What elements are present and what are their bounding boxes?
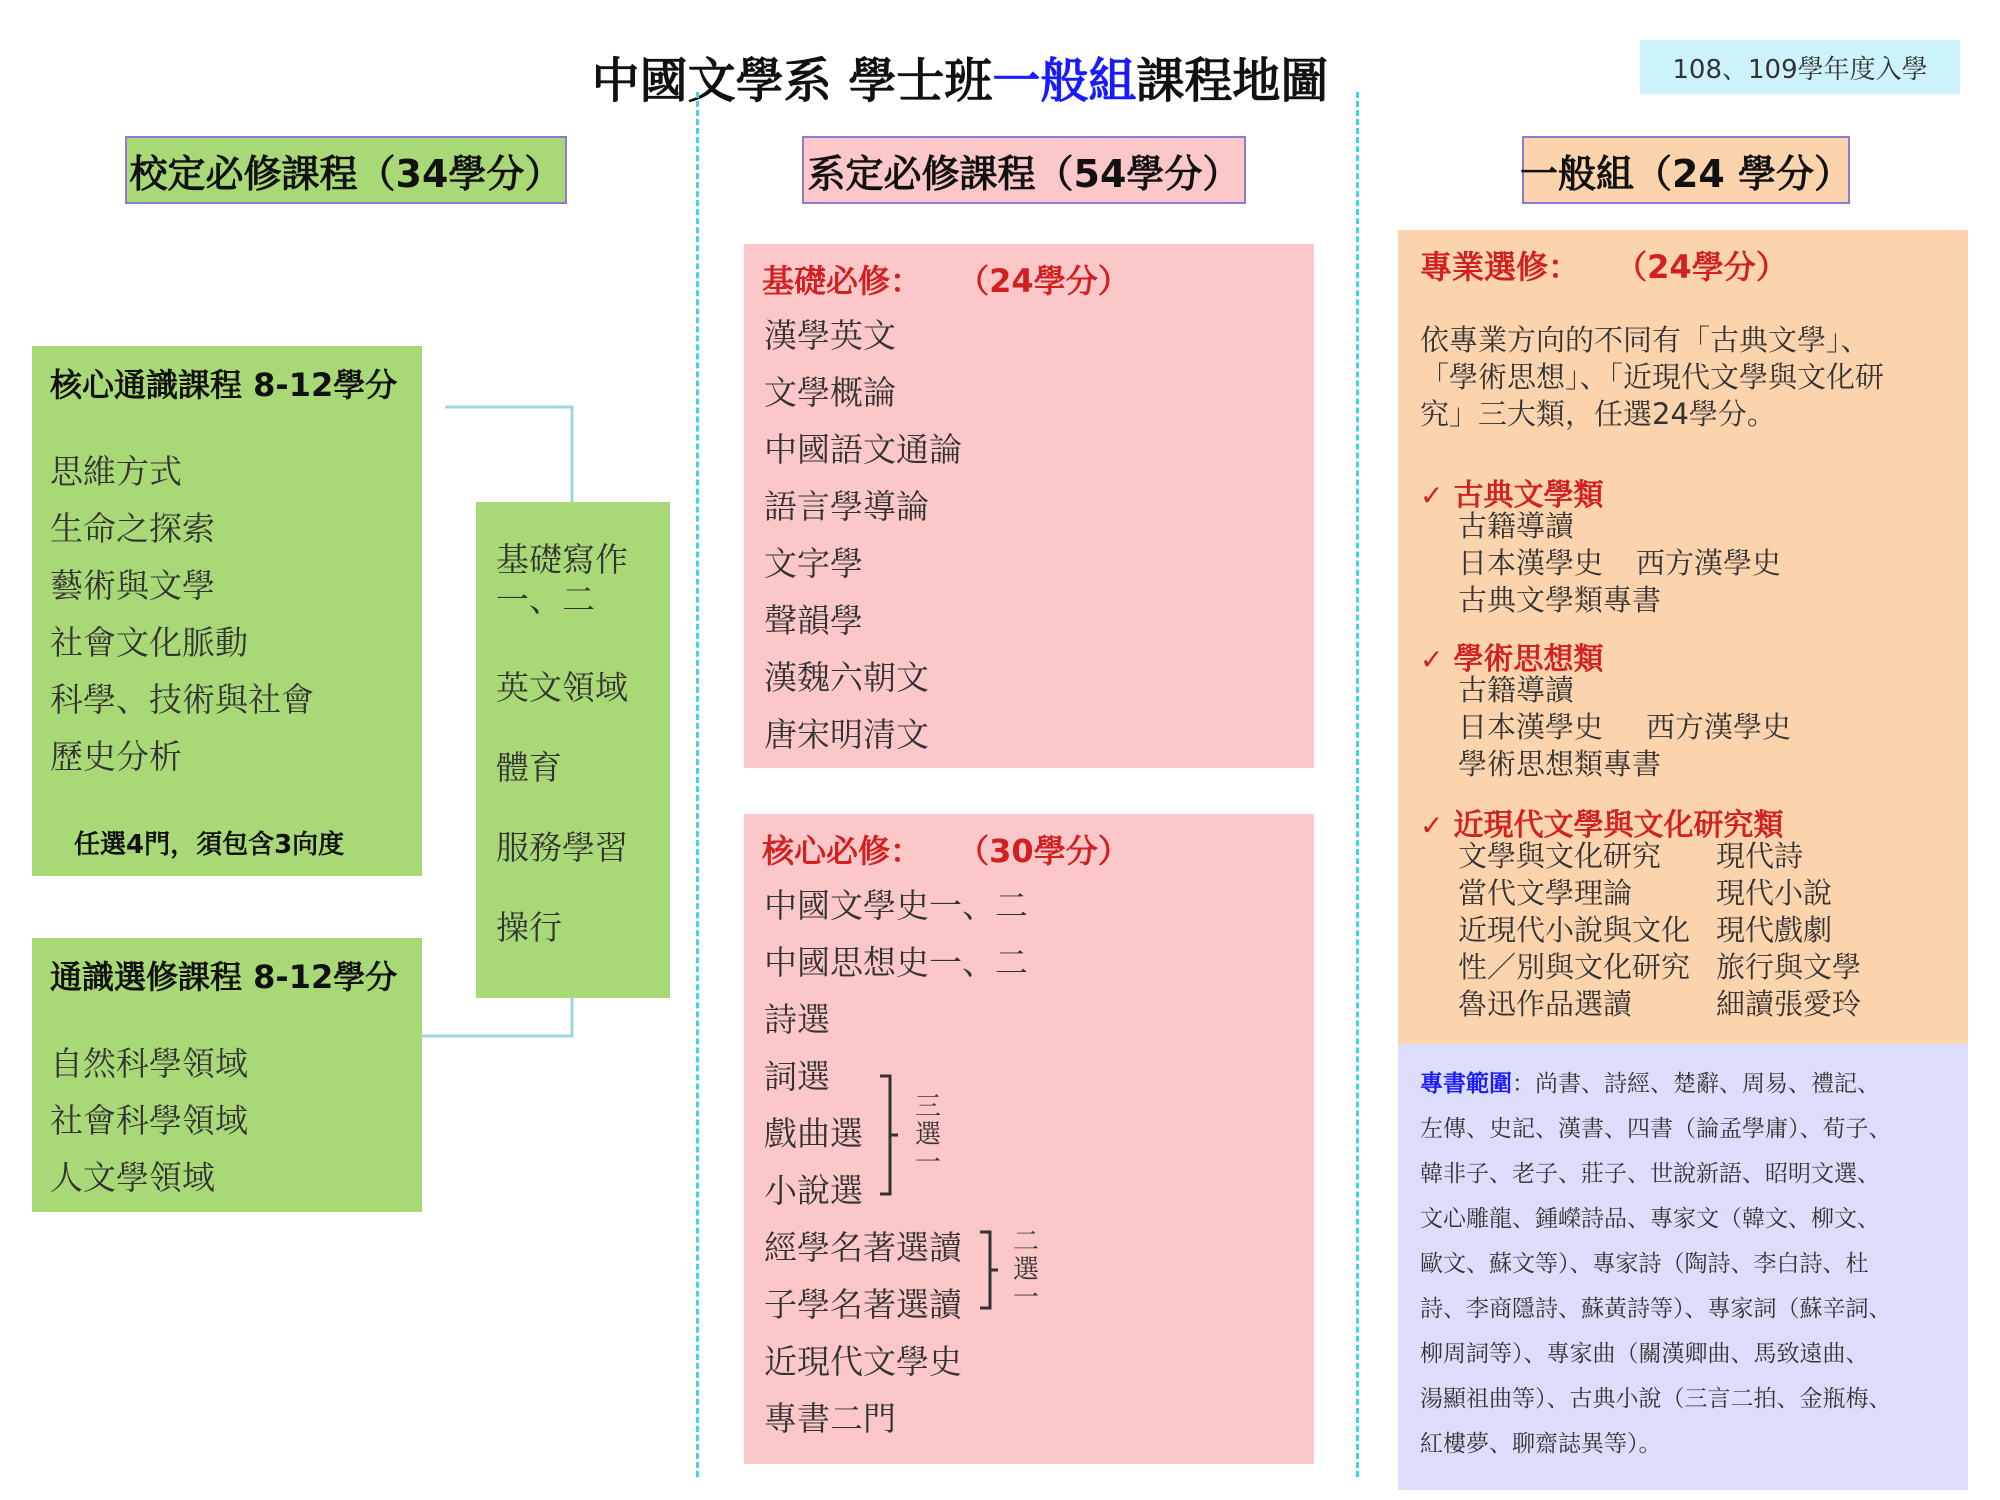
category-row xyxy=(1458,508,1781,545)
category-modern xyxy=(1420,800,1861,1023)
basic-required-title xyxy=(762,256,1130,302)
course-item: 魯迅作品選讀 xyxy=(1458,987,1633,1021)
header-general-group: 一般組（24 學分） xyxy=(1522,136,1850,204)
category-row xyxy=(1458,912,1861,949)
bracket-choose-three xyxy=(880,1076,898,1194)
list-item: 小說選 xyxy=(764,1171,863,1210)
course-item: 日本漢學史 xyxy=(1458,710,1604,744)
category-rows xyxy=(1420,838,1861,1023)
choose-two-text: 二選一 xyxy=(1012,1227,1039,1313)
check-icon: ✓ xyxy=(1420,643,1444,676)
category-title xyxy=(1420,634,1791,677)
basic-skills-item: 操行 xyxy=(496,908,562,947)
books-line: 文心雕龍、鍾嶸詩品、專家文（韓文、柳文、 xyxy=(1420,1206,1880,1232)
basic-skills-item: 一、二 xyxy=(496,580,595,619)
category-row xyxy=(1458,746,1791,783)
books-label: 專書範圍 xyxy=(1420,1071,1512,1097)
list-item: 唐宋明清文 xyxy=(764,715,929,754)
category-row xyxy=(1458,582,1781,619)
elective-gen-box xyxy=(32,938,422,1212)
professional-desc xyxy=(1420,322,1884,433)
title-part2: 課程地圖 xyxy=(1136,53,1329,109)
category-rows xyxy=(1420,672,1791,783)
course-item: 當代文學理論 xyxy=(1458,876,1633,910)
basic-skills-box xyxy=(476,502,670,998)
professional-credits: （24學分） xyxy=(1615,248,1788,286)
course-item: 文學與文化研究 xyxy=(1458,839,1662,873)
core-gen-list xyxy=(50,446,314,788)
category-rows xyxy=(1420,508,1781,619)
list-item: 文學概論 xyxy=(764,373,896,412)
basic-skills-writing xyxy=(496,540,628,620)
books-line: 韓非子、老子、莊子、世說新語、昭明文選、 xyxy=(1420,1161,1880,1187)
course-item: 近現代小說與文化 xyxy=(1458,913,1691,947)
list-item: 社會文化脈動 xyxy=(50,623,248,662)
books-line: 歐文、蘇文等）、專家詩（陶詩、李白詩、杜 xyxy=(1420,1251,1869,1277)
professional-label: 專業選修： xyxy=(1420,248,1581,286)
title-part1: 中國文學系 學士班 xyxy=(591,53,993,109)
core-required-box xyxy=(744,814,1314,1464)
desc-line: 究」三大類，任選24學分。 xyxy=(1420,397,1776,431)
elective-gen-title: 通識選修課程 8-12學分 xyxy=(50,958,398,996)
basic-required-label: 基礎必修： xyxy=(762,262,923,300)
desc-line: 依專業方向的不同有「古典文學」、 xyxy=(1420,323,1870,357)
list-item: 人文學領域 xyxy=(50,1158,215,1197)
course-item: 現代詩 xyxy=(1716,839,1804,873)
list-item: 近現代文學史 xyxy=(764,1342,962,1381)
choose-three-text: 三選一 xyxy=(914,1092,941,1178)
basic-skills-item: 英文領域 xyxy=(496,668,628,707)
year-badge: 108、109學年度入學 xyxy=(1640,40,1960,94)
core-required-label: 核心必修： xyxy=(762,832,923,870)
choose-three-label xyxy=(914,1093,944,1177)
category-name: 古典文學類 xyxy=(1453,478,1604,513)
list-item: 詞選 xyxy=(764,1057,830,1096)
list-item: 漢魏六朝文 xyxy=(764,658,929,697)
bracket-choose-two xyxy=(980,1232,998,1308)
basic-required-list xyxy=(764,310,962,766)
divider-right xyxy=(1356,92,1359,1477)
list-item: 中國文學史一、二 xyxy=(764,886,1028,925)
course-item: 學術思想類專書 xyxy=(1458,747,1662,781)
books-line: 左傳、史記、漢書、四書（論孟學庸）、荀子、 xyxy=(1420,1116,1892,1142)
category-row xyxy=(1458,875,1861,912)
category-title xyxy=(1420,800,1861,843)
course-item: 現代戲劇 xyxy=(1716,913,1833,947)
books-line: 湯顯祖曲等）、古典小說（三言二拍、金瓶梅、 xyxy=(1420,1386,1892,1412)
desc-line: 「學術思想」、「近現代文學與文化研 xyxy=(1420,360,1885,394)
category-name: 學術思想類 xyxy=(1453,642,1604,677)
category-name: 近現代文學與文化研究類 xyxy=(1453,808,1784,843)
list-item: 經學名著選讀 xyxy=(764,1228,962,1267)
books-line: 柳周詞等）、專家曲（關漢卿曲、馬致遠曲、 xyxy=(1420,1341,1869,1367)
list-item: 詩選 xyxy=(764,1000,830,1039)
header-school-required: 校定必修課程（34學分） xyxy=(125,136,567,204)
course-item: 細讀張愛玲 xyxy=(1716,987,1862,1021)
core-gen-box xyxy=(32,346,422,876)
list-item: 文字學 xyxy=(764,544,863,583)
check-icon: ✓ xyxy=(1420,479,1444,512)
books-line: 詩、李商隱詩、蘇黃詩等）、專家詞（蘇辛詞、 xyxy=(1420,1296,1892,1322)
category-row xyxy=(1458,986,1861,1023)
basic-skills-item: 基礎寫作 xyxy=(496,540,628,579)
list-item: 生命之探索 xyxy=(50,509,215,548)
course-item: 西方漢學史 xyxy=(1636,546,1782,580)
course-item: 旅行與文學 xyxy=(1716,950,1862,984)
course-item: 古典文學類專書 xyxy=(1458,583,1662,617)
category-classical xyxy=(1420,470,1781,619)
list-item: 聲韻學 xyxy=(764,601,863,640)
course-item: 古籍導讀 xyxy=(1458,509,1575,543)
professional-box xyxy=(1398,230,1968,1044)
header-dept-required: 系定必修課程（54學分） xyxy=(802,136,1246,204)
books-line xyxy=(1420,1062,1892,1107)
basic-skills-item: 服務學習 xyxy=(496,828,628,867)
list-item: 語言學導論 xyxy=(764,487,929,526)
category-row xyxy=(1458,838,1861,875)
basic-skills-item: 體育 xyxy=(496,748,562,787)
course-item: 性／別與文化研究 xyxy=(1458,950,1691,984)
core-gen-title: 核心通識課程 8-12學分 xyxy=(50,366,398,404)
books-box xyxy=(1398,1044,1968,1490)
core-required-credits: （30學分） xyxy=(957,832,1130,870)
connector-top xyxy=(445,407,572,502)
list-item: 中國語文通論 xyxy=(764,430,962,469)
core-gen-note: 任選4門，須包含3向度 xyxy=(74,830,345,860)
books-line: 紅樓夢、聊齋誌異等）。 xyxy=(1420,1431,1662,1457)
list-item: 歷史分析 xyxy=(50,737,182,776)
choice-brackets xyxy=(744,814,1314,1464)
books-line-text: 尚書、詩經、楚辭、周易、禮記、 xyxy=(1535,1071,1880,1097)
list-item: 藝術與文學 xyxy=(50,566,215,605)
basic-required-box xyxy=(744,244,1314,768)
list-item: 子學名著選讀 xyxy=(764,1285,962,1324)
category-row xyxy=(1458,545,1781,582)
category-row xyxy=(1458,709,1791,746)
list-item: 科學、技術與社會 xyxy=(50,680,314,719)
professional-title xyxy=(1420,242,1788,288)
list-item: 專書二門 xyxy=(764,1399,896,1438)
category-title xyxy=(1420,470,1781,513)
category-row xyxy=(1458,672,1791,709)
course-item: 西方漢學史 xyxy=(1646,710,1792,744)
list-item: 思維方式 xyxy=(50,452,182,491)
title-highlight: 一般組 xyxy=(992,53,1137,109)
category-row xyxy=(1458,949,1861,986)
course-item: 日本漢學史 xyxy=(1458,546,1604,580)
list-item: 自然科學領域 xyxy=(50,1044,248,1083)
check-icon: ✓ xyxy=(1420,809,1444,842)
choose-two-label xyxy=(1012,1228,1042,1312)
books-text xyxy=(1420,1062,1892,1467)
books-colon: ： xyxy=(1512,1071,1535,1097)
category-thought xyxy=(1420,634,1791,783)
basic-required-credits: （24學分） xyxy=(957,262,1130,300)
course-item: 古籍導讀 xyxy=(1458,673,1575,707)
list-item: 漢學英文 xyxy=(764,316,896,355)
list-item: 戲曲選 xyxy=(764,1114,863,1153)
elective-gen-list xyxy=(50,1038,248,1209)
list-item: 社會科學領域 xyxy=(50,1101,248,1140)
list-item: 中國思想史一、二 xyxy=(764,943,1028,982)
course-item: 現代小說 xyxy=(1716,876,1833,910)
